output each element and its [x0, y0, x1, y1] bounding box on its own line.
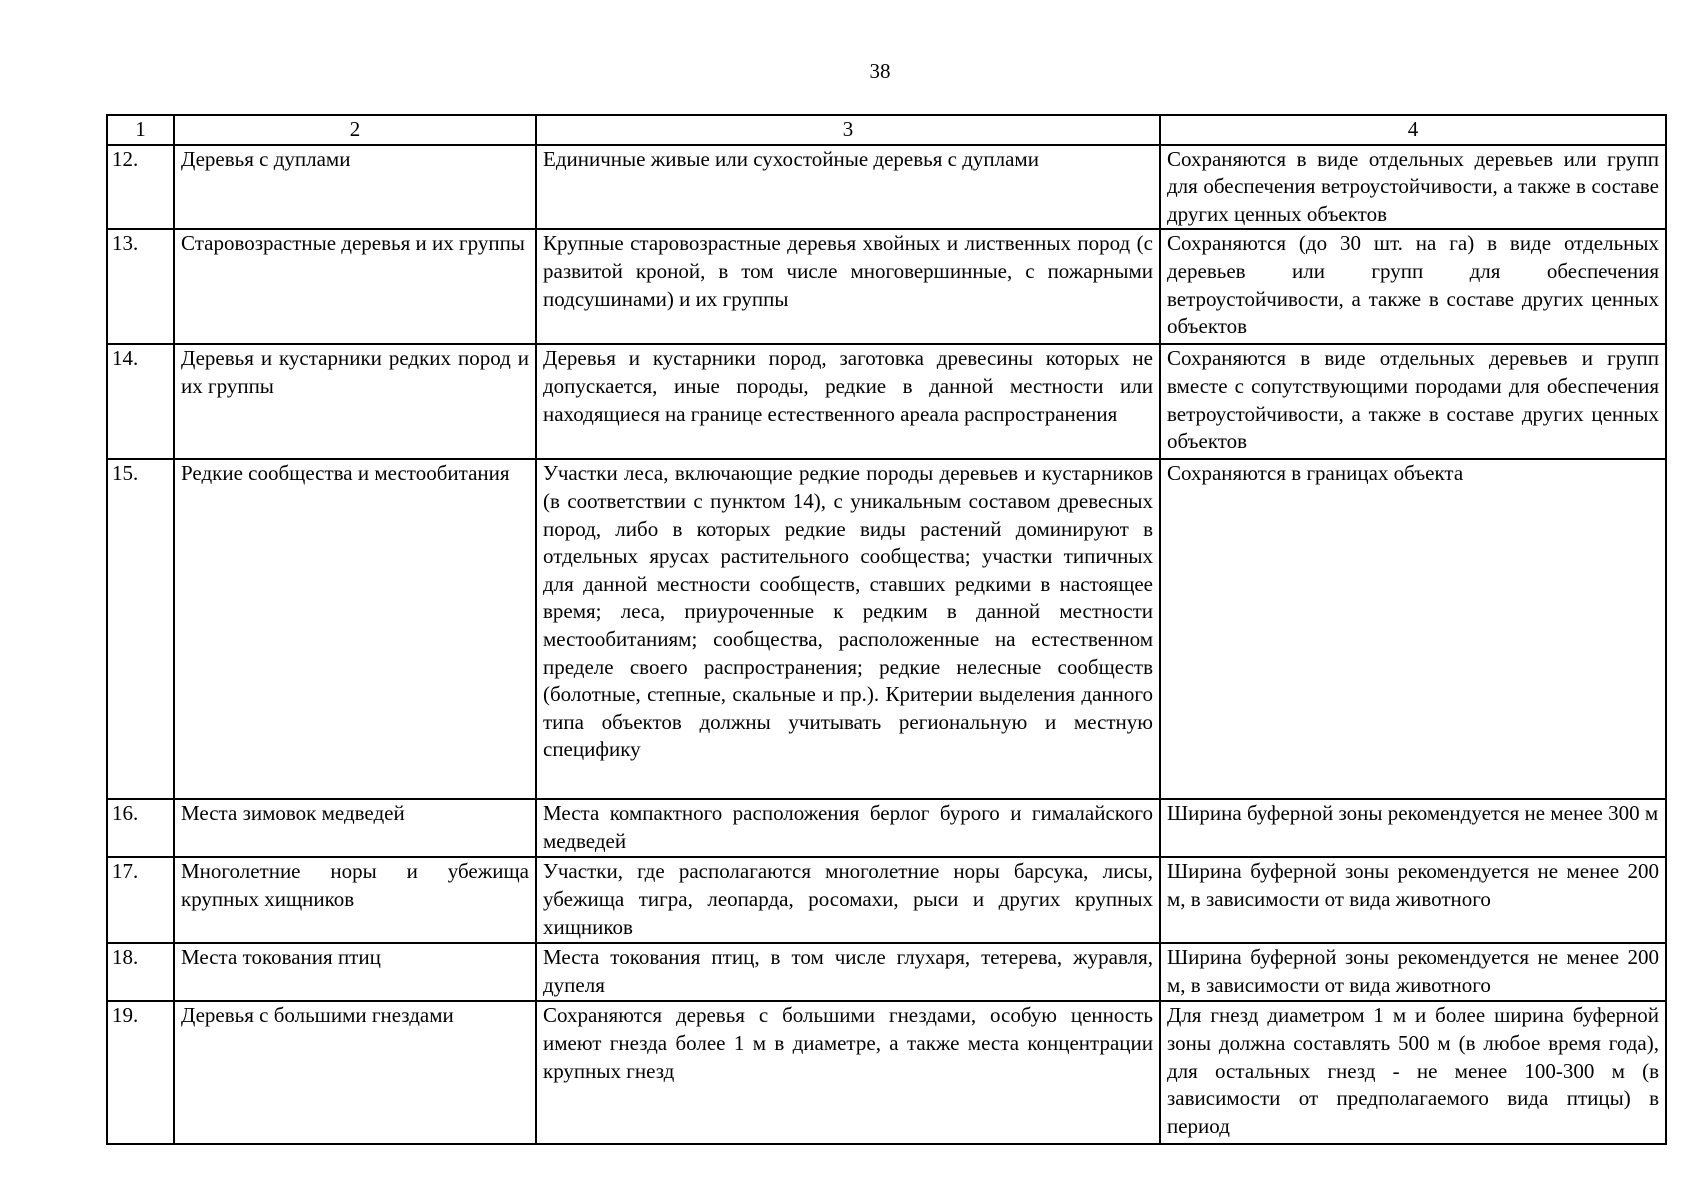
description-cell: Места компактного расположения берлог бурого и гималайского медведей — [536, 799, 1160, 857]
description-cell: Сохраняются деревья с большими гнездами, особую ценность имеют гнезда более 1 м в диаметре, а также места концентрации крупных гнезд — [536, 1001, 1160, 1144]
description-cell: Участки леса, включающие редкие породы деревьев и кустарников (в соответствии с пунктом 14), с уникальным составом древесных пород, либо в которых редкие виды растений доминируют в отдельных ярусах растительного сообщества; участки типичных для данной местности сообществ, ставших редкими в настоящее время; леса, приуроченные к редким в данной местности местообитаниям; сообщества, расположенные на естественном пределе своего распространения; редкие нелесные сообществ (болотные, степные, скальные и пр.). Критерии выделения данного типа объектов должны учитывать региональную и местную специфику — [536, 459, 1160, 799]
measures-cell: Ширина буферной зоны рекомендуется не менее 300 м — [1160, 799, 1666, 857]
object-cell: Редкие сообщества и местообитания — [174, 459, 536, 799]
measures-cell: Ширина буферной зоны рекомендуется не менее 200 м, в зависимости от вида животного — [1160, 943, 1666, 1001]
row-number: 12. — [107, 145, 174, 230]
table-header-row — [107, 115, 1666, 145]
table-row — [107, 229, 1666, 344]
description-cell: Участки, где располагаются многолетние норы барсука, лисы, убежища тигра, леопарда, росомахи, рыси и других крупных хищников — [536, 857, 1160, 943]
column-header-2: 2 — [174, 115, 536, 145]
row-number: 19. — [107, 1001, 174, 1144]
object-cell: Деревья и кустарники редких пород и их группы — [174, 344, 536, 459]
measures-cell: Сохраняются в виде отдельных деревьев или групп для обеспечения ветроустойчивости, а также в составе других ценных объектов — [1160, 145, 1666, 230]
column-header-3: 3 — [536, 115, 1160, 145]
row-number: 16. — [107, 799, 174, 857]
table-row — [107, 1001, 1666, 1144]
table-row — [107, 459, 1666, 799]
measures-cell: Ширина буферной зоны рекомендуется не менее 200 м, в зависимости от вида животного — [1160, 857, 1666, 943]
description-cell: Деревья и кустарники пород, заготовка древесины которых не допускается, иные породы, редкие в данной местности или находящиеся на границе естественного ареала распространения — [536, 344, 1160, 459]
object-cell: Старовозрастные деревья и их группы — [174, 229, 536, 344]
measures-cell: Для гнезд диаметром 1 м и более ширина буферной зоны должна составлять 500 м (в любое время года), для остальных гнезд - не менее 100-300 м (в зависимости от предполагаемого вида птицы) в период — [1160, 1001, 1666, 1144]
table-row — [107, 943, 1666, 1001]
object-cell: Деревья с дуплами — [174, 145, 536, 230]
object-cell: Места токования птиц — [174, 943, 536, 1001]
row-number: 13. — [107, 229, 174, 344]
object-cell: Деревья с большими гнездами — [174, 1001, 536, 1144]
table-row — [107, 145, 1666, 230]
description-cell: Единичные живые или сухостойные деревья с дуплами — [536, 145, 1160, 230]
object-cell: Места зимовок медведей — [174, 799, 536, 857]
table-row — [107, 799, 1666, 857]
table-row — [107, 857, 1666, 943]
column-header-1: 1 — [107, 115, 174, 145]
object-cell: Многолетние норы и убежища крупных хищников — [174, 857, 536, 943]
page-number: 38 — [869, 59, 891, 83]
measures-cell: Сохраняются в виде отдельных деревьев и групп вместе с сопутствующими породами для обеспечения ветроустойчивости, а также в составе других ценных объектов — [1160, 344, 1666, 459]
document-table — [106, 114, 1667, 1145]
row-number: 14. — [107, 344, 174, 459]
column-header-4: 4 — [1160, 115, 1666, 145]
table-row — [107, 344, 1666, 459]
row-number: 17. — [107, 857, 174, 943]
row-number: 18. — [107, 943, 174, 1001]
description-cell: Места токования птиц, в том числе глухаря, тетерева, журавля, дупеля — [536, 943, 1160, 1001]
measures-cell: Сохраняются в границах объекта — [1160, 459, 1666, 799]
description-cell: Крупные старовозрастные деревья хвойных и лиственных пород (с развитой кроной, в том числе многовершинные, с пожарными подсушинами) и их группы — [536, 229, 1160, 344]
measures-cell: Сохраняются (до 30 шт. на га) в виде отдельных деревьев или групп для обеспечения ветроустойчивости, а также в составе других ценных объектов — [1160, 229, 1666, 344]
row-number: 15. — [107, 459, 174, 799]
